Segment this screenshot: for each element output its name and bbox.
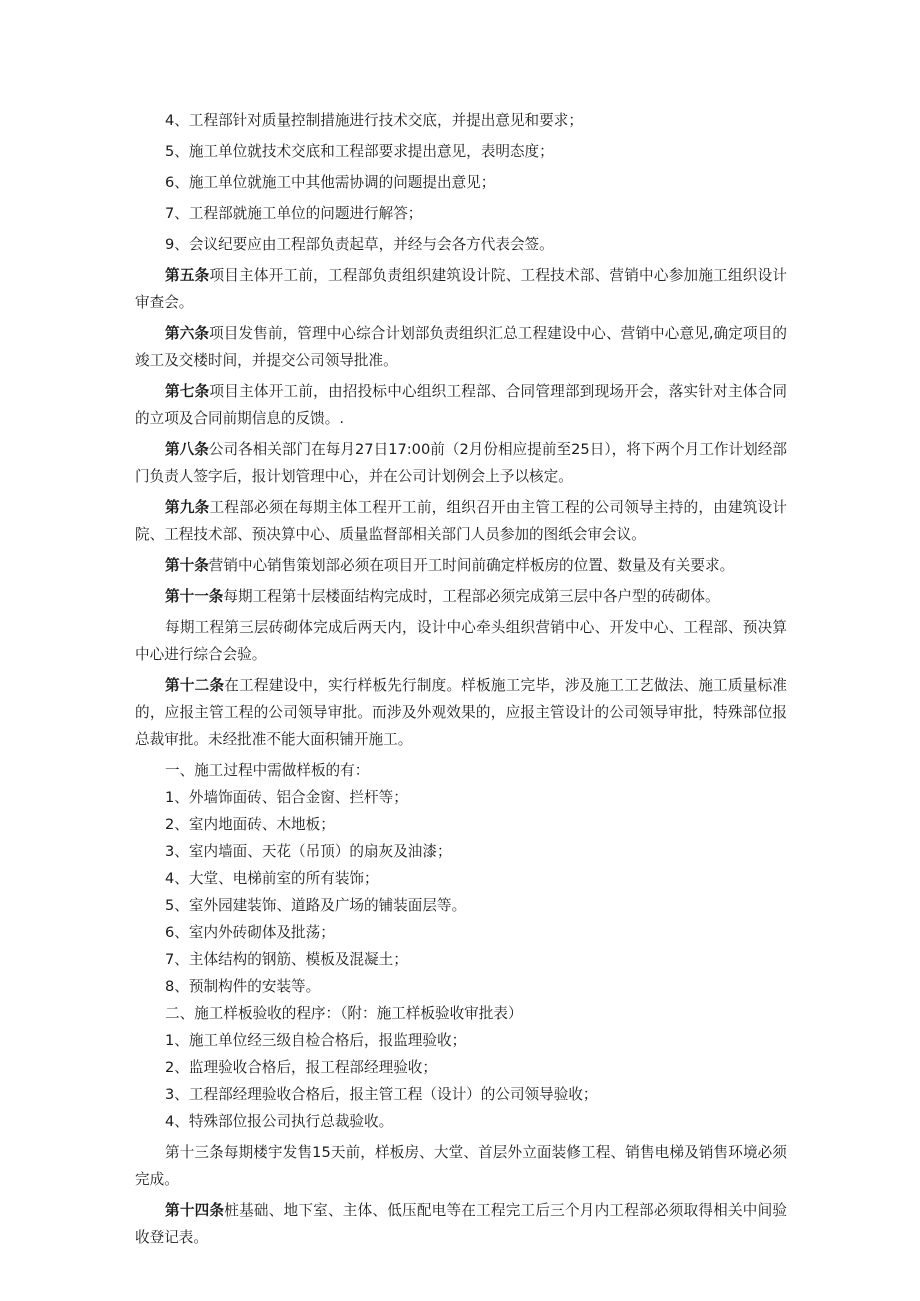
- article-paragraph: [135, 672, 787, 753]
- paragraph-text: 5、施工单位就技术交底和工程部要求提出意见，表明态度；: [165, 143, 554, 160]
- paragraph-text: 第十三条每期楼宇发售15天前，样板房、大堂、首层外立面装修工程、销售电梯及销售环境必须完成。: [135, 1144, 787, 1188]
- paragraph-text: 3、工程部经理验收合格后，报主管工程（设计）的公司领导验收；: [165, 1086, 598, 1103]
- list-item: [135, 919, 787, 946]
- article-label: 第七条: [165, 383, 210, 400]
- paragraph-text: 4、特殊部位报公司执行总裁验收。: [165, 1113, 394, 1130]
- article-paragraph: [135, 1197, 787, 1251]
- paragraph-text: 6、室内外砖砌体及批荡；: [165, 924, 335, 941]
- article-paragraph: [135, 583, 787, 610]
- article-label: 第十二条: [165, 677, 225, 694]
- paragraph-text: 7、主体结构的钢筋、模板及混凝土；: [165, 951, 408, 968]
- paragraph-text: 5、室外园建装饰、道路及广场的铺装面层等。: [165, 897, 467, 914]
- paragraph-text: 7、工程部就施工单位的问题进行解答；: [165, 205, 423, 222]
- article-label: 第十一条: [165, 588, 224, 605]
- list-item: [135, 892, 787, 919]
- list-item: [135, 784, 787, 811]
- paragraph-text: 2、监理验收合格后，报工程部经理验收；: [165, 1059, 437, 1076]
- list-item: [135, 838, 787, 865]
- list-item: [135, 865, 787, 892]
- paragraph: [135, 1139, 787, 1193]
- paragraph-text: 桩基础、地下室、主体、低压配电等在工程完工后三个月内工程部必须取得相关中间验收登记表。: [135, 1202, 787, 1246]
- paragraph-text: 一、施工过程中需做样板的有：: [165, 762, 370, 779]
- paragraph-text: 项目发售前，管理中心综合计划部负责组织汇总工程建设中心、营销中心意见,确定项目的竣工及交楼时间，并提交公司领导批准。: [135, 325, 787, 369]
- paragraph: [135, 231, 787, 258]
- paragraph-text: 8、预制构件的安装等。: [165, 978, 321, 995]
- list-item: [135, 811, 787, 838]
- section-heading: [135, 757, 787, 784]
- paragraph-text: 项目主体开工前，由招投标中心组织工程部、合同管理部到现场开会，落实针对主体合同的立项及合同前期信息的反馈。.: [135, 383, 787, 427]
- list-item: [135, 946, 787, 973]
- article-paragraph: [135, 494, 787, 548]
- paragraph-text: 每期工程第三层砖砌体完成后两天内，设计中心牵头组织营销中心、开发中心、工程部、预决算中心进行综合会验。: [135, 619, 787, 663]
- paragraph-text: 每期工程第十层楼面结构完成时，工程部必须完成第三层中各户型的砖砌体。: [223, 588, 720, 605]
- paragraph-text: 项目主体开工前，工程部负责组织建筑设计院、工程技术部、营销中心参加施工组织设计审查会。: [135, 267, 787, 311]
- paragraph-text: 1、施工单位经三级自检合格后，报监理验收；: [165, 1032, 467, 1049]
- article-paragraph: [135, 262, 787, 316]
- article-label: 第十条: [165, 557, 209, 574]
- list-item: [135, 973, 787, 1000]
- article-label: 第八条: [165, 441, 209, 458]
- article-label: 第九条: [165, 499, 210, 516]
- list-item: [135, 1027, 787, 1054]
- list-item: [135, 1108, 787, 1135]
- article-label: 第六条: [165, 325, 210, 342]
- list-item: [135, 1081, 787, 1108]
- list-item: [135, 1054, 787, 1081]
- paragraph-text: 4、大堂、电梯前室的所有装饰；: [165, 870, 379, 887]
- article-paragraph: [135, 320, 787, 374]
- article-paragraph: [135, 552, 787, 579]
- paragraph-text: 二、施工样板验收的程序：（附：施工样板验收审批表）: [165, 1005, 523, 1022]
- paragraph-text: 6、施工单位就施工中其他需协调的问题提出意见；: [165, 174, 496, 191]
- article-label: 第五条: [165, 267, 210, 284]
- section-heading: [135, 1000, 787, 1027]
- paragraph-text: 营销中心销售策划部必须在项目开工时间前确定样板房的位置、数量及有关要求。: [208, 557, 735, 574]
- article-label: 第十四条: [165, 1202, 225, 1219]
- paragraph: [135, 169, 787, 196]
- paragraph-text: 公司各相关部门在每月27日17:00前（2月份相应提前至25日），将下两个月工作计划经部门负责人签字后，报计划管理中心，并在公司计划例会上予以核定。: [135, 441, 787, 485]
- paragraph: [135, 200, 787, 227]
- paragraph: [135, 138, 787, 165]
- paragraph: [135, 107, 787, 134]
- article-paragraph: [135, 436, 787, 490]
- document-body: [135, 107, 787, 1251]
- paragraph-text: 3、室内墙面、天花（吊顶）的扇灰及油漆；: [165, 843, 452, 860]
- paragraph-text: 在工程建设中，实行样板先行制度。样板施工完毕，涉及施工工艺做法、施工质量标准的，应报主管工程的公司领导审批。而涉及外观效果的，应报主管设计的公司领导审批，特殊部位报总裁审批。未经批准不能大面积铺开施工。: [135, 677, 787, 748]
- paragraph: [135, 614, 787, 668]
- paragraph-text: 4、工程部针对质量控制措施进行技术交底，并提出意见和要求；: [165, 112, 583, 129]
- paragraph-text: 工程部必须在每期主体工程开工前，组织召开由主管工程的公司领导主持的，由建筑设计院、工程技术部、预决算中心、质量监督部相关部门人员参加的图纸会审会议。: [135, 499, 787, 543]
- paragraph-text: 2、室内地面砖、木地板；: [165, 816, 335, 833]
- paragraph-text: 1、外墙饰面砖、铝合金窗、拦杆等；: [165, 789, 408, 806]
- article-paragraph: [135, 378, 787, 432]
- paragraph-text: 9、会议纪要应由工程部负责起草，并经与会各方代表会签。: [165, 236, 554, 253]
